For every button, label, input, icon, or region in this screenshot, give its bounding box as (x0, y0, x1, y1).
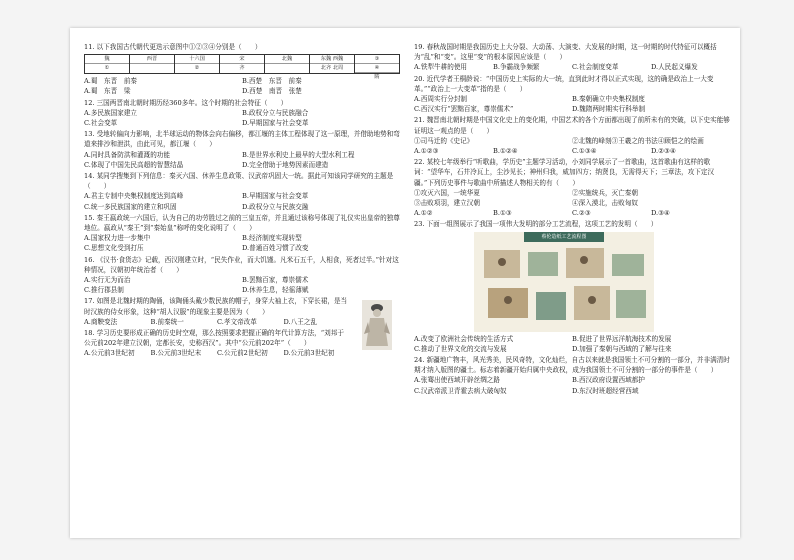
question-17 (84, 296, 400, 327)
answer-option: A.①②③ (414, 147, 439, 156)
answer-option: B.早期国家与社会变革 (242, 192, 309, 201)
answer-option: A.多民族国家建立 (84, 108, 138, 117)
answer-options (414, 146, 730, 156)
timeline-label: 西晋 (130, 55, 174, 64)
timeline-label (265, 64, 309, 72)
question-stem: 14. 某同学搜集到下列信息：秦灭六国、休养生息政策、汉武帝巩固大一统。据此可知该同学研究的主题是（ ） (84, 172, 394, 191)
answer-options (414, 334, 730, 354)
timeline-label: 魏 (85, 55, 129, 64)
statement-item: ①司马迁的《史记》 (414, 136, 474, 145)
answer-option: B.①③ (493, 209, 512, 218)
question-stem: 21. 魏晋南北朝时期是中国文化史上的变化期，中国艺术的各个方面都出现了前所未有的突破，以下史实能够证明这一观点的是（ ） (414, 116, 730, 135)
answer-option: D.②③④ (651, 147, 676, 156)
timeline-label: 东魏 西魏 (310, 55, 354, 64)
answer-option: B.公元前3世纪末 (150, 349, 202, 358)
answer-option: A.实行无为而治 (84, 276, 131, 285)
right-column (414, 42, 730, 397)
answer-option: A.蜀 东晋 梁 (84, 87, 131, 96)
question-22 (414, 157, 730, 218)
question-stem: 22. 某校七年级举行“听歌曲，学历史”主题学习活动，小刘同学展示了一首歌曲，这首歌曲有这样的歌词：“望华车，石井冷瓦上，尘沙见长；神州归我，威加四方；纳贤良，无需得天下；三章法，攻下定汉疆。”下列历史事件与歌曲中所描述人物相关的有（ ） (414, 158, 715, 187)
question-16 (84, 255, 400, 296)
statement-item: ①攻灭六国，一统华夏 (414, 188, 480, 197)
answer-option: D.政权分立与民族交融 (242, 202, 309, 211)
answer-option: B.经济制度实现转型 (242, 234, 302, 243)
answer-options (84, 191, 400, 211)
answer-options (84, 76, 400, 96)
timeline-label: ④ (355, 64, 399, 73)
left-column (84, 42, 400, 360)
answer-option: A.铁犁牛耕的使用 (414, 63, 468, 72)
answer-option: A.改变了欧洲社会传统的生活方式 (414, 334, 514, 343)
answer-options (84, 317, 350, 327)
question-stem: 23. 下面一组图展示了我国一项伟大发明的部分工艺流程，这项工艺的发明（ ） (414, 220, 658, 229)
timeline-segment (130, 55, 175, 73)
answer-option: C.公元前2世纪初 (217, 349, 268, 358)
timeline-segment (220, 55, 265, 73)
statement-item: ②北魏的峰刻③王羲之的书法④顾恺之的绘画 (572, 136, 704, 145)
answer-options (414, 375, 730, 395)
question-23 (414, 219, 730, 354)
answer-options (84, 348, 350, 358)
answer-options (84, 275, 400, 295)
answer-option: B.前秦统一 (150, 317, 184, 326)
answer-option: A.西周实行分封制 (414, 95, 468, 104)
statement-item: ②实施统兵，灭亡秦朝 (572, 188, 638, 197)
question-stem: 15. 秦王嬴政统一六国后，认为自己的功劳胜过之前的三皇五帝，并且通过该称号体现了礼仪实出皇帝的独尊地位。嬴政从“秦王”到“秦始皇”称呼的变化说明了（ ） (84, 213, 400, 233)
answer-option: B.促进了世界远洋航海技术的发展 (572, 334, 672, 343)
timeline-label: 北魏 (265, 55, 309, 64)
answer-option: C.社会制度变革 (572, 63, 619, 72)
timeline-label: ③ (355, 55, 399, 64)
statement-item: ③击败项羽，建立汉朝 (414, 199, 480, 208)
question-14 (84, 171, 400, 212)
question-15 (84, 213, 400, 254)
papermaking-illustration-icon (474, 232, 654, 332)
answer-option: B.罢黜百家，尊崇儒术 (242, 276, 309, 285)
timeline-segment (85, 55, 130, 73)
question-stem: 13. 受地转偏向力影响，北半球运动的物体会向右偏移，都江堰的主体工程体现了这一原理，并借助地势和弯道来排沙和泄洪，由此可见，都江堰（ ） (84, 130, 400, 149)
papermaking-process-image (474, 232, 654, 332)
timeline-segment (175, 55, 220, 73)
question-13 (84, 129, 400, 170)
answer-option: C.社会变革 (84, 119, 118, 128)
timeline-label: ② (194, 65, 200, 72)
answer-option: C.西汉实行“罢黜百家，尊崇儒术” (414, 105, 514, 114)
answer-option: B.西楚 东晋 前秦 (242, 77, 302, 86)
question-stem: 24. 新疆地广物丰，风光秀美，民风奇特，文化灿烂，自古以来就是我国领土不可分割的一部分，并非满清时期才纳入版图的疆土。标志着新疆开始归属中央政权，成为我国领土不可分割的一部分的事件是（ ） (414, 356, 730, 375)
timeline-label: 宋 (220, 55, 264, 64)
answer-option: C.②③ (572, 209, 591, 218)
answer-option: B.①②④ (493, 147, 518, 156)
answer-option: C.汉武帝派卫青霍去病大破匈奴 (414, 386, 507, 395)
exam-page (70, 28, 740, 538)
answer-options (414, 94, 730, 114)
timeline-label (130, 64, 174, 72)
answer-option: A.商鞅变法 (84, 317, 118, 326)
timeline-label: ① (104, 65, 110, 72)
question-20 (414, 74, 730, 115)
answer-option: B.是世界水利史上最早的大型水利工程 (242, 150, 355, 159)
question-stem: 18. 学习历史要形成正确的历史时空观，那么按照要求把握正确的年代计算方法，“刘邦于公元前202年建立汉朝，定都长安，史称西汉”。其中“公元前202年”（ ） (84, 329, 344, 348)
answer-option: B.西汉政府设置西域都护 (572, 376, 645, 385)
answer-option: D.公元前3世纪初 (283, 349, 335, 358)
image-caption: 蔡伦造纸工艺流程图 (524, 232, 604, 242)
answer-option: B.政权分立与民族融合 (242, 108, 309, 117)
timeline-segment (310, 55, 355, 73)
answer-option: C.体现了中国先民高超的智慧结晶 (84, 160, 184, 169)
answer-option: A.蜀 东晋 前秦 (84, 77, 138, 86)
question-stem: 17. 如图是北魏时期的陶俑，该陶俑头戴少数民族的帽子，身穿大袖上衣，下穿长裙，是当时汉族的侍女形象，这种“胡人汉服”的现象主要是因为（ ） (84, 297, 348, 316)
question-stem: 16. 《汉书·食货志》记载，西汉刚建立时，“民失作业，而大饥馑。凡米石五千，人相食，死者过半。”针对这种情况，汉朝初年统治者（ ） (84, 255, 399, 274)
answer-option: A.公元前3世纪初 (84, 349, 135, 358)
question-11 (84, 42, 400, 97)
statement-list (414, 188, 730, 208)
answer-options (414, 208, 730, 218)
question-stem: 19. 春秋战国时期是我国历史上大分裂、大动荡、大演变、大发展的时期，这一时期的时代特征可以概括为“乱”和“变”。这里“变”的根本原因应该是（ ） (414, 43, 717, 62)
answer-option: B.争霸战争频繁 (493, 63, 540, 72)
answer-option: D.西楚 南晋 张楚 (242, 87, 302, 96)
question-21 (414, 115, 730, 156)
answer-option: B.秦朝确立中央集权制度 (572, 95, 645, 104)
timeline-segment (355, 55, 399, 81)
answer-option: C.推动了世界文化的交流与发展 (414, 344, 507, 353)
question-12 (84, 98, 400, 129)
pottery-figurine-image (354, 296, 400, 352)
question-19 (414, 42, 730, 73)
answer-option: D.八王之乱 (283, 317, 318, 326)
answer-option: D.加强了秦朝与西域的了解与往来 (572, 344, 672, 353)
timeline-label: 齐 (239, 65, 245, 72)
answer-option: A.同时具备防洪和灌溉的功能 (84, 150, 170, 159)
answer-option: D.休养生息，轻徭薄赋 (242, 286, 309, 295)
statement-list (414, 136, 730, 146)
question-24 (414, 355, 730, 396)
question-stem: 12. 三国两晋南北朝时期历经360多年。这个时期的社会特征（ ） (84, 98, 288, 107)
answer-option: D.东汉时班超经营西域 (572, 386, 639, 395)
question-18 (84, 328, 400, 359)
answer-option: C.①③④ (572, 147, 597, 156)
timeline-segment (265, 55, 310, 73)
answer-option: D.完全借助于地势因素而建造 (242, 160, 329, 169)
answer-option: A.国家权力进一步集中 (84, 234, 151, 243)
timeline-label: 北齐 北周 (320, 65, 344, 72)
answer-option: C.推行郡县制 (84, 286, 124, 295)
answer-option: A.张骞出使西域开辟丝绸之路 (414, 376, 500, 385)
timeline-label: 十六国 (175, 55, 219, 64)
answer-option: C.孝文帝改革 (217, 317, 257, 326)
answer-option: C.思想文化受到打压 (84, 244, 144, 253)
answer-options (84, 233, 400, 253)
answer-option: D.早期国家与社会变革 (242, 119, 309, 128)
question-stem: 11. 以下我国古代朝代更迭示意图中①②③④分别是（ ） (84, 43, 262, 51)
answer-option: D.③④ (651, 209, 670, 218)
answer-option: D.魏隋两时期实行科举制 (572, 105, 646, 114)
answer-option: D.人民起义爆发 (651, 63, 698, 72)
answer-options (84, 150, 400, 170)
dynasty-timeline (84, 54, 400, 81)
statement-item: ④深入漠北，击败匈奴 (572, 199, 638, 208)
answer-options (84, 108, 400, 128)
answer-option: A.①② (414, 209, 433, 218)
answer-option: C.统一多民族国家的建立和巩固 (84, 202, 177, 211)
answer-option: D.普通百姓习惯了改变 (242, 244, 309, 253)
answer-options (414, 62, 730, 72)
timeline-label: 隋 (374, 74, 380, 81)
answer-option: A.君主专制中央集权制度达到高峰 (84, 192, 184, 201)
figurine-icon (362, 300, 392, 350)
question-stem: 20. 近代学者王桐龄说：“中国历史上实际的大一统，直到此时才得以正式实现，这的确是政治上一大变革。”“政治上一大变革”指的是（ ） (414, 74, 714, 93)
